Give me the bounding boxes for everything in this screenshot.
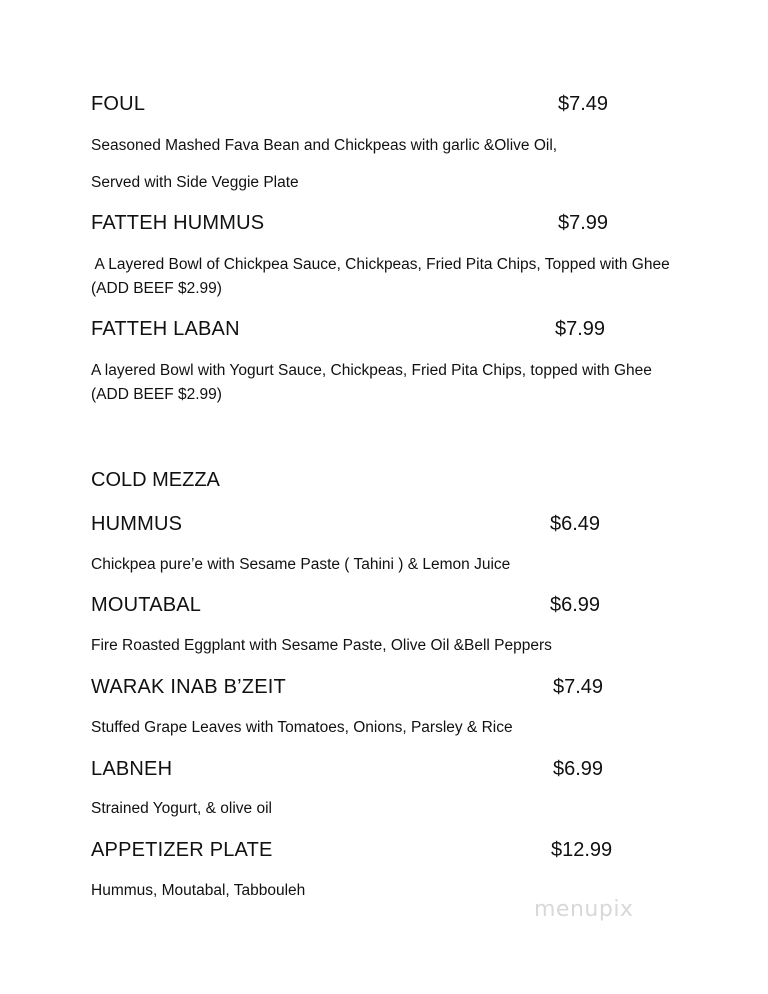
- menu-item-name-fatteh-laban: FATTEH LABAN: [91, 318, 240, 340]
- menu-item-price-fatteh-hummus: $7.99: [558, 212, 609, 234]
- menu-item-price-warak-inab: $7.49: [553, 676, 604, 698]
- menu-item-name-appetizer-plate: APPETIZER PLATE: [91, 839, 273, 861]
- menu-item-price-labneh: $6.99: [553, 758, 604, 780]
- menu-item-name-moutabal: MOUTABAL: [91, 594, 202, 616]
- menupix-watermark: menupix: [534, 897, 634, 922]
- menu-item-name-foul: FOUL: [91, 93, 146, 115]
- menu-item-price-appetizer-plate: $12.99: [551, 839, 613, 861]
- menu-item-desc-fatteh-laban-line1: A layered Bowl with Yogurt Sauce, Chickpeas, Fried Pita Chips, topped with Ghee: [91, 362, 652, 379]
- menu-item-desc-fatteh-laban-line2: (ADD BEEF $2.99): [91, 386, 222, 403]
- menu-item-desc-hummus: Chickpea pure’e with Sesame Paste ( Tahini ) & Lemon Juice: [91, 556, 511, 573]
- menu-item-desc-labneh: Strained Yogurt, & olive oil: [91, 800, 272, 817]
- menu-item-price-moutabal: $6.99: [550, 594, 601, 616]
- menu-item-desc-fatteh-hummus-line2: (ADD BEEF $2.99): [91, 280, 222, 297]
- menu-item-desc-appetizer-plate: Hummus, Moutabal, Tabbouleh: [91, 882, 306, 899]
- menu-item-desc-foul-line1: Seasoned Mashed Fava Bean and Chickpeas with garlic &Olive Oil,: [91, 137, 558, 154]
- menu-item-desc-moutabal: Fire Roasted Eggplant with Sesame Paste, Olive Oil &Bell Peppers: [91, 637, 552, 654]
- menu-item-price-hummus: $6.49: [550, 513, 601, 535]
- menu-item-name-hummus: HUMMUS: [91, 513, 183, 535]
- menu-item-name-fatteh-hummus: FATTEH HUMMUS: [91, 212, 265, 234]
- menu-item-desc-foul-line2: Served with Side Veggie Plate: [91, 174, 299, 191]
- menu-item-price-foul: $7.49: [558, 93, 609, 115]
- section-title-cold-mezza: COLD MEZZA: [91, 469, 220, 491]
- menu-item-name-warak-inab: WARAK INAB B’ZEIT: [91, 676, 286, 698]
- menu-item-desc-fatteh-hummus-line1: A Layered Bowl of Chickpea Sauce, Chickpeas, Fried Pita Chips, Topped with Ghee: [91, 256, 670, 273]
- menu-item-name-labneh: LABNEH: [91, 758, 173, 780]
- menu-item-price-fatteh-laban: $7.99: [555, 318, 606, 340]
- menu-item-desc-warak-inab: Stuffed Grape Leaves with Tomatoes, Onions, Parsley & Rice: [91, 719, 513, 736]
